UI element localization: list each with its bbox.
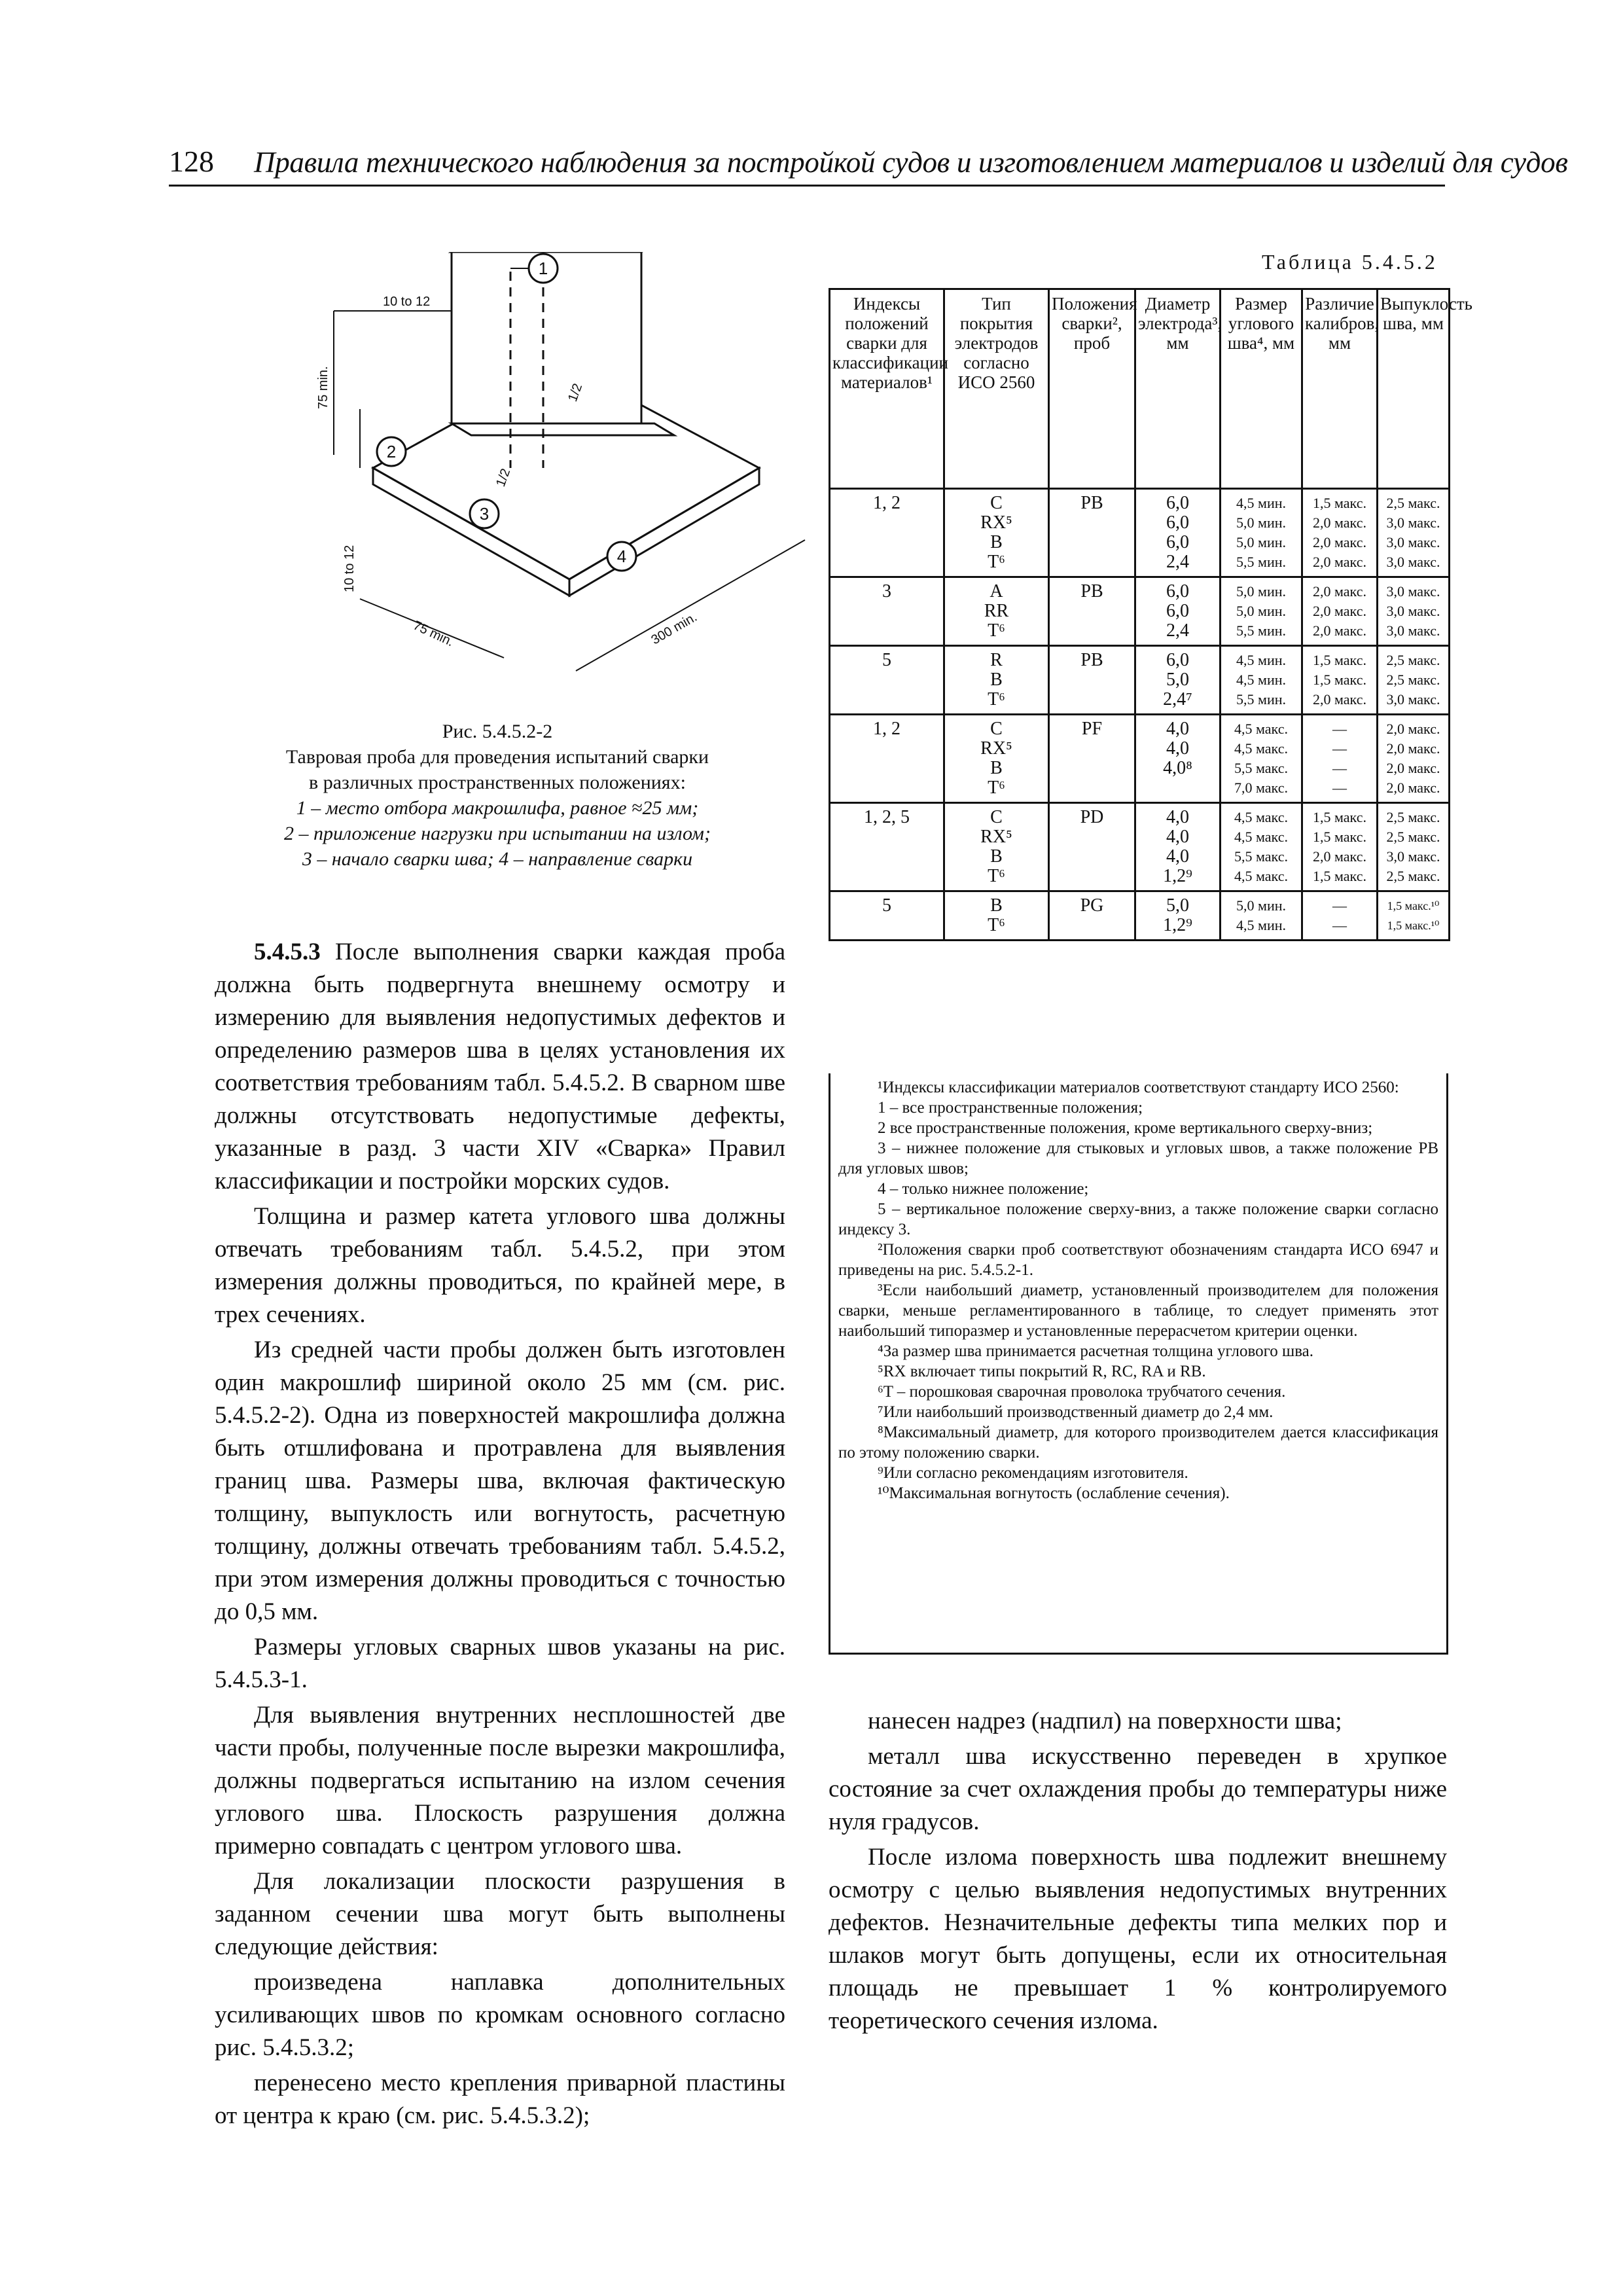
cell-position: PB: [1049, 646, 1135, 715]
cell-convexity: 2,0 макс. 2,0 макс. 2,0 макс. 2,0 макс.: [1378, 715, 1450, 803]
table-wrapper: [829, 288, 1472, 941]
table-note: 1 – все пространственные положения;: [878, 1099, 1143, 1117]
caption-line: 2 – приложение нагрузки при испытании на излом;: [284, 823, 711, 844]
header-cell: Положения сварки², проб: [1049, 289, 1135, 489]
cell-size: 4,5 мин. 4,5 мин. 5,5 мин.: [1221, 646, 1302, 715]
cell-diameter: 6,0 6,0 2,4: [1135, 577, 1221, 646]
table-note: 2 все пространственные положения, кроме вертикального сверху-вниз;: [878, 1119, 1373, 1137]
cell-diff: — —: [1302, 891, 1378, 941]
paragraph: нанесен надрез (надпил) на поверхности шва;: [868, 1708, 1342, 1734]
caption-line: в различных пространственных положениях:: [309, 772, 686, 793]
dim-text-half-2: 1/2: [493, 467, 514, 489]
cell-convexity: 2,5 макс. 2,5 макс. 3,0 макс. 2,5 макс.: [1378, 803, 1450, 891]
cell-index: 1, 2, 5: [830, 803, 944, 891]
figure-caption: [209, 719, 785, 872]
weld-requirements-table: [829, 288, 1472, 941]
cell-diameter: 4,0 4,0 4,0 1,2⁹: [1135, 803, 1221, 891]
cell-size: 4,5 мин. 5,0 мин. 5,0 мин. 5,5 мин.: [1221, 489, 1302, 577]
table-note: 5 – вертикальное положение сверху-вниз, а также положение сварки согласно индексу 3.: [838, 1200, 1438, 1238]
cell-index: 3: [830, 577, 944, 646]
paragraph: перенесено место крепления приварной пластины от центра к краю (см. рис. 5.4.5.3.2);: [215, 2070, 785, 2129]
cell-diff: — — — —: [1302, 715, 1378, 803]
header-cell: Различие калибров, мм: [1302, 289, 1378, 489]
cell-convexity: 2,5 макс. 3,0 макс. 3,0 макс. 3,0 макс.: [1378, 489, 1450, 577]
paragraph: 5.4.5.3 После выполнения сварки каждая проба должна быть подвергнута внешнему осмотру и измерению для выявления недопустимых дефектов и определению размеров шва в целях установления их соответствия требованиям табл. 5.4.5.2. В сварном шве должны отсутствовать недопустимые дефекты, указанные в разд. 3 части XIV «Сварка» Правил классификации и постройки морских судов.: [215, 939, 785, 1194]
cell-type: A RR T⁶: [944, 577, 1049, 646]
table-row: [830, 891, 1450, 941]
dim-text-10to12-v: 10 to 12: [342, 545, 357, 592]
cell-type: C RX⁵ B T⁶: [944, 803, 1049, 891]
cell-type: R B T⁶: [944, 646, 1049, 715]
dim-text-75min: 75 min.: [410, 618, 456, 650]
page-header: [169, 144, 1568, 187]
table-note: ⁷Или наибольший производственный диаметр до 2,4 мм.: [878, 1403, 1274, 1421]
header-cell: Индексы положений сварки для классификации материалов¹: [830, 289, 944, 489]
cell-index: 5: [830, 891, 944, 941]
header-cell: Выпуклость шва, мм: [1378, 289, 1450, 489]
dim-text-10to12-top: 10 to 12: [383, 295, 431, 309]
table-row: [830, 646, 1450, 715]
paragraph: Для локализации плоскости разрушения в заданном сечении шва могут быть выполнены следующие действия:: [215, 1868, 785, 1960]
dim-text-half-1: 1/2: [565, 382, 586, 404]
paragraph: Из средней части пробы должен быть изготовлен один макрошлиф шириной около 25 мм (см. рис. 5.4.5.2-2). Одна из поверхностей макрошлифа должна быть отшлифована и протравлена для выявления границ шва. Размеры шва, включая фактическую толщину, выпуклость или вогнутость, расчетную толщину, должны отвечать требованиям табл. 5.4.5.2, при этом измерения должны проводиться с точностью до 0,5 мм.: [215, 1336, 785, 1625]
page-number: 128: [169, 145, 214, 178]
cell-convexity: 1,5 макс.¹⁰ 1,5 макс.¹⁰: [1378, 891, 1450, 941]
cell-position: PB: [1049, 489, 1135, 577]
cell-diff: 1,5 макс. 2,0 макс. 2,0 макс. 2,0 макс.: [1302, 489, 1378, 577]
cell-index: 5: [830, 646, 944, 715]
cell-position: PD: [1049, 803, 1135, 891]
clause-number: 5.4.5.3: [254, 939, 321, 965]
cell-size: 4,5 макс. 4,5 макс. 5,5 макс. 7,0 макс.: [1221, 715, 1302, 803]
table-title: Таблица 5.4.5.2: [1262, 250, 1438, 274]
cell-diameter: 6,0 5,0 2,4⁷: [1135, 646, 1221, 715]
cell-diff: 2,0 макс. 2,0 макс. 2,0 макс.: [1302, 577, 1378, 646]
dim-text-300min: 300 min.: [649, 609, 700, 648]
table-note: ¹Индексы классификации материалов соответствуют стандарту ИСО 2560:: [878, 1079, 1399, 1096]
cell-diff: 1,5 макс. 1,5 макс. 2,0 макс. 1,5 макс.: [1302, 803, 1378, 891]
table-note: ⁹Или согласно рекомендациям изготовителя.: [878, 1464, 1188, 1482]
paragraph: произведена наплавка дополнительных усиливающих швов по кромкам основного согласно рис. 5.4.5.3.2;: [215, 1969, 785, 2061]
caption-line: 1 – место отбора макрошлифа, равное ≈25 мм;: [296, 797, 699, 819]
table-row: [830, 489, 1450, 577]
callout-label-3: 3: [479, 504, 490, 524]
table-note: ⁶T – порошковая сварочная проволока трубчатого сечения.: [878, 1383, 1286, 1401]
table-row: [830, 803, 1450, 891]
running-title: Правила технического наблюдения за постройкой судов и изготовлением материалов и изделий для судов: [254, 146, 1568, 179]
paragraph: Толщина и размер катета углового шва должны отвечать требованиям табл. 5.4.5.2, при этом измерения должны проводиться, по крайней мере, в трех сечениях.: [215, 1203, 785, 1328]
table-note: ²Положения сварки проб соответствуют обозначениям стандарта ИСО 6947 и приведены на рис. 5.4.5.2-1.: [838, 1241, 1438, 1279]
table-note: 3 – нижнее положение для стыковых и угловых швов, а также положение PB для угловых швов;: [838, 1139, 1438, 1177]
paragraph: металл шва искусственно переведен в хрупкое состояние за счет охлаждения пробы до температуры ниже нуля градусов.: [829, 1743, 1447, 1835]
caption-title: Рис. 5.4.5.2-2: [442, 721, 553, 742]
cell-index: 1, 2: [830, 715, 944, 803]
cell-convexity: 2,5 макс. 2,5 макс. 3,0 макс.: [1378, 646, 1450, 715]
paragraph: Размеры угловых сварных швов указаны на рис. 5.4.5.3-1.: [215, 1634, 785, 1693]
cell-type: C RX⁵ B T⁶: [944, 489, 1049, 577]
callout-label-1: 1: [538, 259, 548, 278]
callout-label-4: 4: [616, 547, 627, 566]
cell-diff: 1,5 макс. 1,5 макс. 2,0 макс.: [1302, 646, 1378, 715]
cell-size: 5,0 мин. 5,0 мин. 5,5 мин.: [1221, 577, 1302, 646]
header-cell: Диаметр электрода³, мм: [1135, 289, 1221, 489]
cell-size: 4,5 макс. 4,5 макс. 5,5 макс. 4,5 макс.: [1221, 803, 1302, 891]
cell-position: PF: [1049, 715, 1135, 803]
cell-diameter: 5,0 1,2⁹: [1135, 891, 1221, 941]
table-row: [830, 577, 1450, 646]
cell-type: C RX⁵ B T⁶: [944, 715, 1049, 803]
table-row: [830, 715, 1450, 803]
table-note: ¹⁰Максимальная вогнутость (ослабление сечения).: [878, 1484, 1230, 1502]
base-plate-front: [373, 468, 569, 596]
cell-position: PB: [1049, 577, 1135, 646]
paragraph: Для выявления внутренних несплошностей две части пробы, полученные после вырезки макрошлифа, должны подвергаться испытанию на излом сечения углового шва. Плоскость разрушения должна примерно совпадать с центром углового шва.: [215, 1702, 785, 1859]
t-joint-figure: [288, 252, 812, 704]
cell-position: PG: [1049, 891, 1135, 941]
cell-diameter: 6,0 6,0 6,0 2,4: [1135, 489, 1221, 577]
cell-size: 5,0 мин. 4,5 мин.: [1221, 891, 1302, 941]
dim-text-75min-v: 75 min.: [316, 366, 330, 409]
header-cell: Размер углового шва⁴, мм: [1221, 289, 1302, 489]
header-cell: Тип покрытия электродов согласно ИСО 2560: [944, 289, 1049, 489]
table-note: ⁵RX включает типы покрытий R, RC, RA и RB.: [878, 1363, 1206, 1380]
left-column-text: [215, 936, 785, 2135]
caption-line: Тавровая проба для проведения испытаний сварки: [285, 746, 709, 768]
callout-label-2: 2: [386, 442, 397, 461]
caption-line: 3 – начало сварки шва; 4 – направление сварки: [302, 848, 693, 870]
paragraph: После излома поверхность шва подлежит внешнему осмотру с целью выявления недопустимых внутренних дефектов. Незначительные дефекты типа мелких пор и шлаков могут быть допущены, если их относительная площадь не превышает 1 % контролируемого теоретического сечения излома.: [829, 1844, 1447, 2034]
table-note: 4 – только нижнее положение;: [878, 1180, 1089, 1198]
cell-index: 1, 2: [830, 489, 944, 577]
table-note: ⁸Максимальный диаметр, для которого производителем дается классификация по этому положению сварки.: [838, 1424, 1438, 1462]
base-plate-side: [569, 468, 759, 596]
table-note: ⁴За размер шва принимается расчетная толщина углового шва.: [878, 1342, 1314, 1360]
cell-diameter: 4,0 4,0 4,0⁸: [1135, 715, 1221, 803]
table-note: ³Если наибольший диаметр, установленный производителем для положения сварки, меньше регламентированного в таблице, то следует применять этот наибольший типоразмер и установленные перерасчетом критерии оценки.: [838, 1282, 1438, 1340]
table-notes: [829, 1073, 1448, 1655]
cell-convexity: 3,0 макс. 3,0 макс. 3,0 макс.: [1378, 577, 1450, 646]
weld-bead: [452, 423, 674, 435]
right-column-text: [829, 1705, 1447, 2040]
cell-type: B T⁶: [944, 891, 1049, 941]
